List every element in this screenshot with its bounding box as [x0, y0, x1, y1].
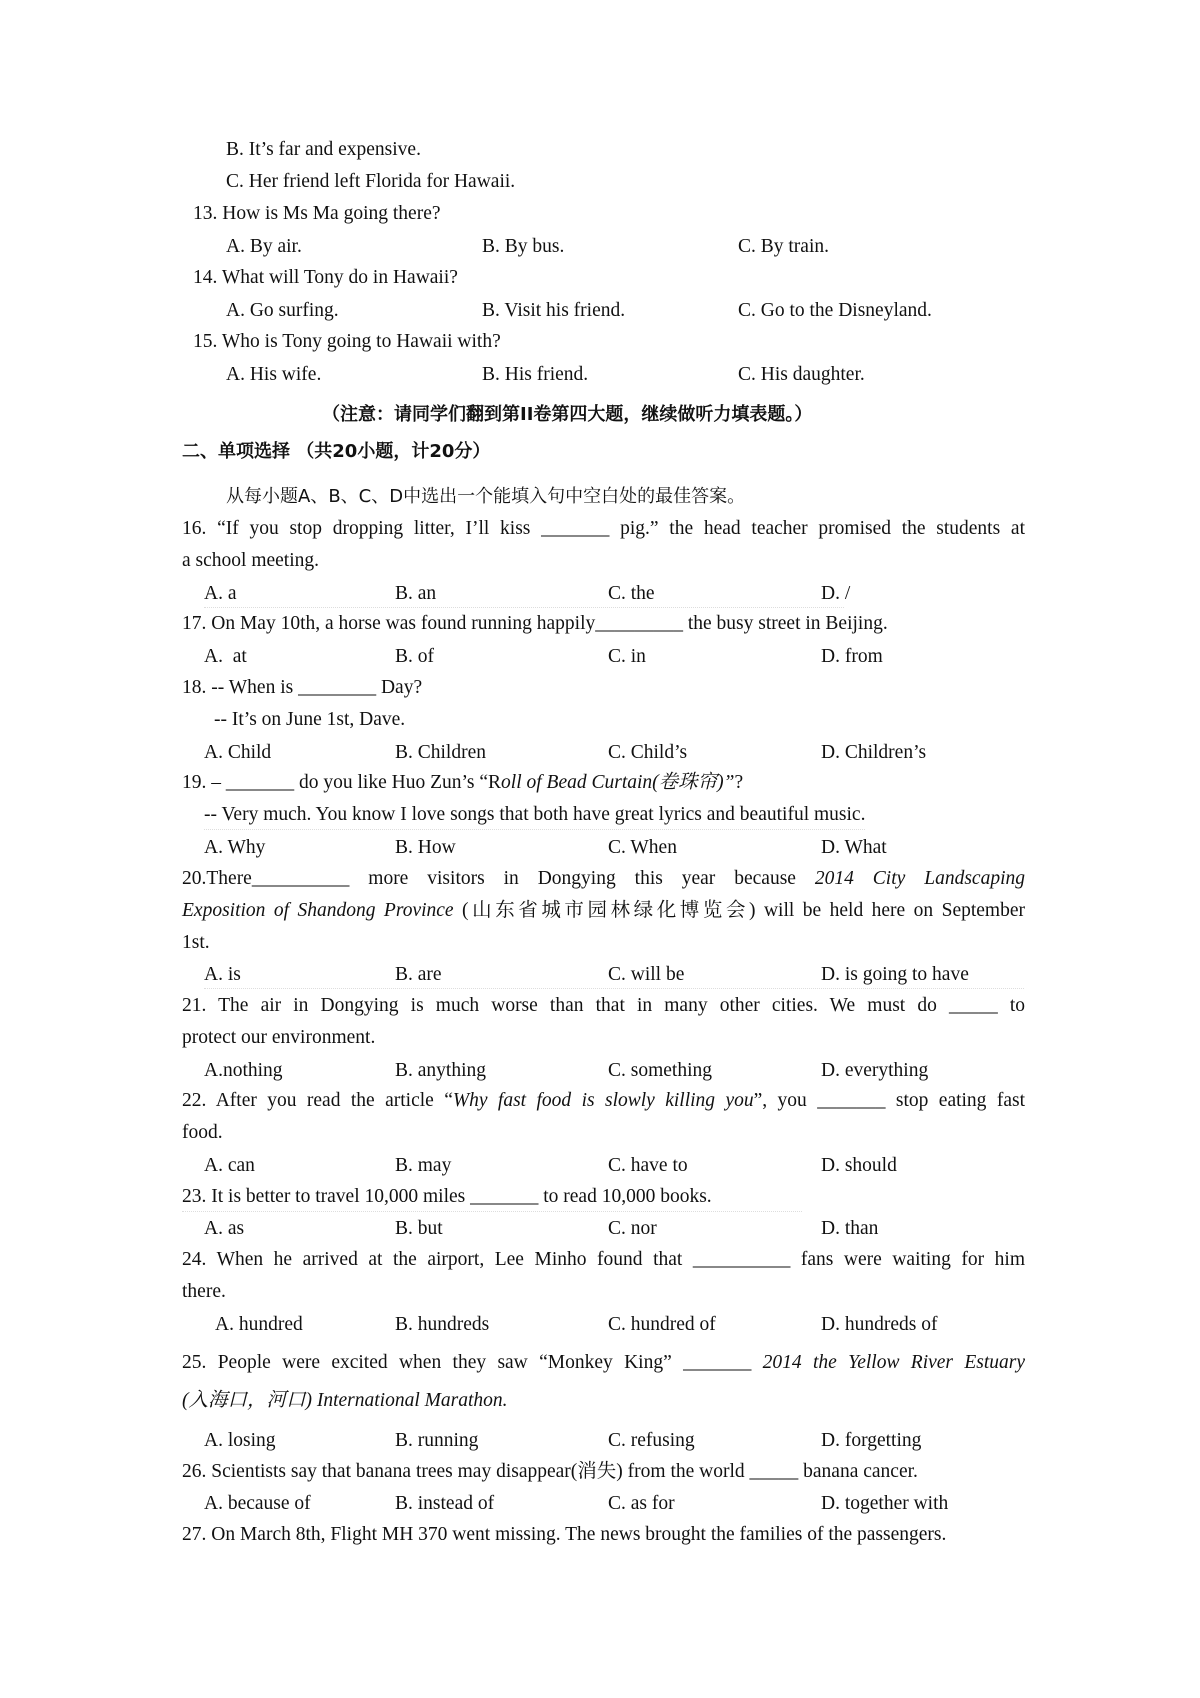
q14-option-a: A. Go surfing. — [226, 300, 339, 321]
q14-options — [0, 300, 1200, 324]
q21-options — [204, 1060, 1024, 1084]
q18-line1: 18. -- When is ________ Day? — [182, 677, 423, 698]
q14-stem: 14. What will Tony do in Hawaii? — [193, 267, 458, 288]
q26-option-b: B. instead of — [395, 1493, 495, 1514]
q26-line1: 26. Scientists say that banana trees may disappear(消失) from the world _____ banana cancer. — [182, 1461, 918, 1482]
q25-event-name-part2: (入海口，河口) International Marathon. — [182, 1390, 508, 1411]
q13-stem: 13. How is Ms Ma going there? — [193, 203, 441, 224]
section-instruction: 从每小题A、B、C、D中选出一个能填入句中空白处的最佳答案。 — [226, 486, 746, 507]
q25-line2 — [182, 1391, 508, 1411]
q16-option-a: A. a — [204, 583, 237, 604]
q22-option-a: A. can — [204, 1155, 255, 1176]
q17-option-d: D. from — [821, 646, 883, 667]
q15-options — [0, 364, 1200, 388]
q25-option-b: B. running — [395, 1430, 479, 1451]
q26-option-a: A. because of — [204, 1493, 311, 1514]
q18-option-d: D. Children’s — [821, 742, 927, 763]
q13-option-b: B. By bus. — [482, 236, 565, 257]
q18-line2: -- It’s on June 1st, Dave. — [214, 709, 406, 730]
q24-option-b: B. hundreds — [395, 1314, 490, 1335]
q18-option-a: A. Child — [204, 742, 272, 763]
q26-option-c: C. as for — [608, 1493, 675, 1514]
q22-line2: food. — [182, 1122, 223, 1143]
q22-options — [204, 1155, 1024, 1179]
q17-option-c: C. in — [608, 646, 646, 667]
q23-option-b: B. but — [395, 1218, 443, 1239]
q19-line2: -- Very much. You know I love songs that both have great lyrics and beautiful music. — [204, 805, 865, 830]
q24-line1: 24. When he arrived at the airport, Lee Minho found that __________ fans were waiting for him — [182, 1249, 1025, 1270]
q16-line1: 16. “If you stop dropping litter, I’ll kiss _______ pig.” the head teacher promised the students at — [182, 518, 1025, 539]
q23-option-c: C. nor — [608, 1218, 657, 1239]
q23-line1: 23. It is better to travel 10,000 miles _______ to read 10,000 books. — [182, 1187, 802, 1212]
q23-option-d: D. than — [821, 1218, 879, 1239]
q20-event-name-part2: Exposition of Shandong Province — [182, 900, 454, 921]
q16-line2: a school meeting. — [182, 550, 320, 571]
listening-note: （注意：请同学们翻到第II卷第四大题，继续做听力填表题。） — [322, 404, 813, 425]
q20-option-a: A. is — [204, 964, 241, 985]
q19-options — [204, 837, 1024, 861]
q20-line2 — [182, 901, 1025, 921]
q19-line1-end: ? — [734, 772, 744, 793]
q20-line2-end: (山东省城市园林绿化博览会) will be held here on September — [453, 900, 1025, 921]
q19-option-d: D. What — [821, 837, 887, 858]
q21-line2: protect our environment. — [182, 1027, 376, 1048]
q16-option-c: C. the — [608, 583, 655, 604]
q25-option-d: D. forgetting — [821, 1430, 922, 1451]
q12-option-c: C. Her friend left Florida for Hawaii. — [226, 171, 516, 192]
q23-option-a: A. as — [204, 1218, 245, 1239]
q19-line1-start: 19. – _______ do you like Huo Zun’s “R — [182, 772, 502, 793]
q24-line2: there. — [182, 1281, 226, 1302]
q23-options — [204, 1218, 1024, 1242]
q25-options — [204, 1430, 1024, 1454]
q25-event-name-part1: 2014 the Yellow River Estuary — [762, 1352, 1026, 1373]
q19-line1 — [182, 773, 743, 793]
q20-line1 — [182, 869, 1025, 889]
q25-option-a: A. losing — [204, 1430, 276, 1451]
q13-options — [0, 236, 1200, 260]
q17-option-b: B. of — [395, 646, 434, 667]
q19-option-c: C. When — [608, 837, 677, 858]
q22-line1 — [182, 1091, 1025, 1111]
q22-line1-end: ”, you _______ stop eating fast — [753, 1090, 1025, 1111]
section-title: 二、单项选择 （共20小题，计20分） — [182, 441, 491, 462]
q22-line1-start: 22. After you read the article “ — [182, 1090, 453, 1111]
q21-option-b: B. anything — [395, 1060, 486, 1081]
q20-event-name-part1: 2014 City Landscaping — [814, 868, 1025, 889]
q16-option-b: B. an — [395, 583, 437, 604]
q17-options — [204, 646, 1024, 670]
q15-stem: 15. Who is Tony going to Hawaii with? — [193, 331, 501, 352]
q20-option-d: D. is going to have — [821, 964, 969, 985]
q22-article-title: Why fast food is slowly killing you — [452, 1090, 754, 1111]
q16-options — [204, 583, 851, 608]
q18-options — [204, 742, 1024, 766]
q22-option-b: B. may — [395, 1155, 452, 1176]
q17-option-a: A. at — [204, 646, 247, 667]
q14-option-b: B. Visit his friend. — [482, 300, 626, 321]
q15-option-c: C. His daughter. — [738, 364, 865, 385]
q20-line3: 1st. — [182, 932, 210, 953]
q15-option-b: B. His friend. — [482, 364, 589, 385]
q20-option-b: B. are — [395, 964, 442, 985]
q14-option-c: C. Go to the Disneyland. — [738, 300, 932, 321]
q20-options — [204, 964, 1024, 989]
q25-option-c: C. refusing — [608, 1430, 695, 1451]
q19-song-title: oll of Bead Curtain(卷珠帘)” — [501, 772, 735, 793]
q24-option-a: A. hundred — [215, 1314, 303, 1335]
q21-line1: 21. The air in Dongying is much worse than that in many other cities. We must do _____ to — [182, 995, 1025, 1016]
q27-line1: 27. On March 8th, Flight MH 370 went missing. The news brought the families of the passengers. — [182, 1524, 947, 1545]
q24-option-d: D. hundreds of — [821, 1314, 938, 1335]
q22-option-d: D. should — [821, 1155, 897, 1176]
q13-option-a: A. By air. — [226, 236, 302, 257]
q26-options — [204, 1493, 1024, 1517]
q20-option-c: C. will be — [608, 964, 685, 985]
q19-option-b: B. How — [395, 837, 456, 858]
q18-option-c: C. Child’s — [608, 742, 688, 763]
q21-option-c: C. something — [608, 1060, 713, 1081]
q20-line1-start: 20.There__________ more visitors in Dongying this year because — [182, 868, 815, 889]
q25-line1 — [182, 1353, 1025, 1373]
q12-option-b: B. It’s far and expensive. — [226, 139, 421, 160]
q26-option-d: D. together with — [821, 1493, 949, 1514]
q17-line1: 17. On May 10th, a horse was found running happily_________ the busy street in Beijing. — [182, 613, 888, 634]
q13-option-c: C. By train. — [738, 236, 829, 257]
q24-option-c: C. hundred of — [608, 1314, 716, 1335]
q25-line1-start: 25. People were excited when they saw “Monkey King” _______ — [182, 1352, 763, 1373]
q16-option-d: D. / — [821, 583, 851, 604]
q19-option-a: A. Why — [204, 837, 266, 858]
q21-option-d: D. everything — [821, 1060, 929, 1081]
q15-option-a: A. His wife. — [226, 364, 322, 385]
q21-option-a: A.nothing — [204, 1060, 283, 1081]
q24-options — [204, 1314, 1024, 1338]
q18-option-b: B. Children — [395, 742, 486, 763]
q22-option-c: C. have to — [608, 1155, 688, 1176]
